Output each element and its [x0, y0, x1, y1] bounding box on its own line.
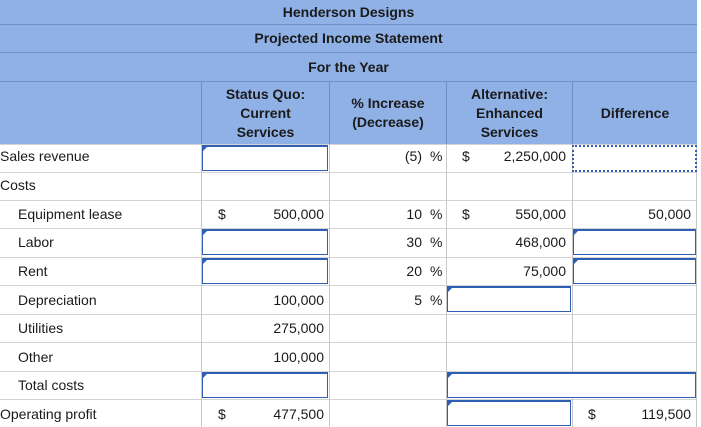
- profit-alt-input[interactable]: [447, 400, 571, 426]
- other-label: Other: [18, 349, 54, 365]
- equipment-sq-value: 500,000: [273, 206, 324, 222]
- statement-title: [0, 25, 697, 53]
- company-name-text: Henderson Designs: [282, 4, 415, 20]
- label-column-header: [0, 82, 201, 144]
- status-quo-line3: Services: [236, 123, 295, 140]
- total-costs-status-quo-input[interactable]: [202, 372, 328, 398]
- profit-diff-currency: $: [588, 406, 596, 422]
- equipment-sq-currency: $: [218, 206, 226, 222]
- labor-pct-symbol: %: [430, 234, 443, 250]
- company-name: [0, 0, 697, 25]
- sales-difference-field[interactable]: [572, 145, 697, 172]
- labor-difference-input[interactable]: [573, 229, 696, 255]
- difference-header: [572, 82, 697, 144]
- rent-status-quo-input[interactable]: [202, 258, 328, 284]
- status-quo-header: [201, 82, 329, 144]
- row-divider: [0, 342, 697, 343]
- equipment-alt-currency: $: [462, 206, 470, 222]
- statement-period: [0, 53, 697, 82]
- row-divider: [0, 399, 697, 400]
- rent-difference-input[interactable]: [573, 258, 696, 284]
- equipment-lease-label: Equipment lease: [18, 206, 123, 222]
- depreciation-pct-value: 5: [414, 292, 422, 308]
- rent-pct-value: 20: [406, 263, 422, 279]
- equipment-alt-value: 550,000: [515, 206, 566, 222]
- alternative-header-text: [471, 85, 548, 142]
- labor-status-quo-input[interactable]: [202, 229, 328, 255]
- alt-line3: Services: [480, 123, 539, 140]
- sales-status-quo-input[interactable]: [202, 145, 328, 171]
- statement-title-text: Projected Income Statement: [254, 30, 443, 46]
- alternative-header: [446, 82, 572, 144]
- labor-pct-value: 30: [406, 234, 422, 250]
- depreciation-sq-value: 100,000: [273, 292, 324, 308]
- sales-pct-value: (5): [404, 148, 422, 164]
- status-quo-line2: Current: [240, 104, 291, 121]
- total-costs-label: Total costs: [18, 377, 85, 393]
- rent-alt-value: 75,000: [523, 263, 566, 279]
- depreciation-label: Depreciation: [18, 292, 97, 308]
- utilities-sq-value: 275,000: [273, 320, 324, 336]
- pct-line1: % Increase: [351, 95, 425, 111]
- sales-revenue-label: Sales revenue: [0, 148, 90, 164]
- labor-alt-value: 468,000: [515, 234, 566, 250]
- other-sq-value: 100,000: [273, 349, 324, 365]
- equipment-diff-value: 50,000: [648, 206, 691, 222]
- column-divider: [696, 144, 697, 427]
- sales-alt-value: 2,250,000: [503, 148, 566, 164]
- pct-change-header: [329, 82, 446, 144]
- sales-alt-currency: $: [462, 148, 470, 164]
- rent-pct-symbol: %: [430, 263, 443, 279]
- depreciation-alt-input[interactable]: [447, 286, 571, 312]
- profit-sq-value: 477,500: [273, 406, 324, 422]
- column-divider: [329, 144, 330, 427]
- utilities-label: Utilities: [18, 320, 64, 336]
- total-costs-alt-input[interactable]: [447, 372, 696, 398]
- equipment-pct-value: 10: [406, 206, 422, 222]
- profit-sq-currency: $: [218, 406, 226, 422]
- row-divider: [0, 285, 697, 286]
- equipment-pct-symbol: %: [430, 206, 443, 222]
- difference-header-text: Difference: [600, 104, 670, 121]
- operating-profit-label: Operating profit: [0, 406, 97, 422]
- statement-period-text: For the Year: [308, 59, 389, 75]
- labor-label: Labor: [18, 234, 54, 250]
- alt-line2: Enhanced: [476, 104, 543, 121]
- pct-line2: (Decrease): [352, 114, 424, 130]
- row-divider: [0, 314, 697, 315]
- alt-line1: Alternative:: [470, 85, 549, 102]
- sales-pct-symbol: %: [430, 148, 443, 164]
- rent-label: Rent: [18, 263, 48, 279]
- status-quo-header-text: [226, 85, 305, 142]
- depreciation-pct-symbol: %: [430, 292, 443, 308]
- costs-label: Costs: [0, 177, 36, 193]
- status-quo-line1: Status Quo:: [225, 85, 306, 102]
- row-divider: [0, 172, 697, 173]
- row-divider: [0, 200, 697, 201]
- pct-change-header-text: [351, 94, 424, 132]
- profit-diff-value: 119,500: [641, 406, 691, 422]
